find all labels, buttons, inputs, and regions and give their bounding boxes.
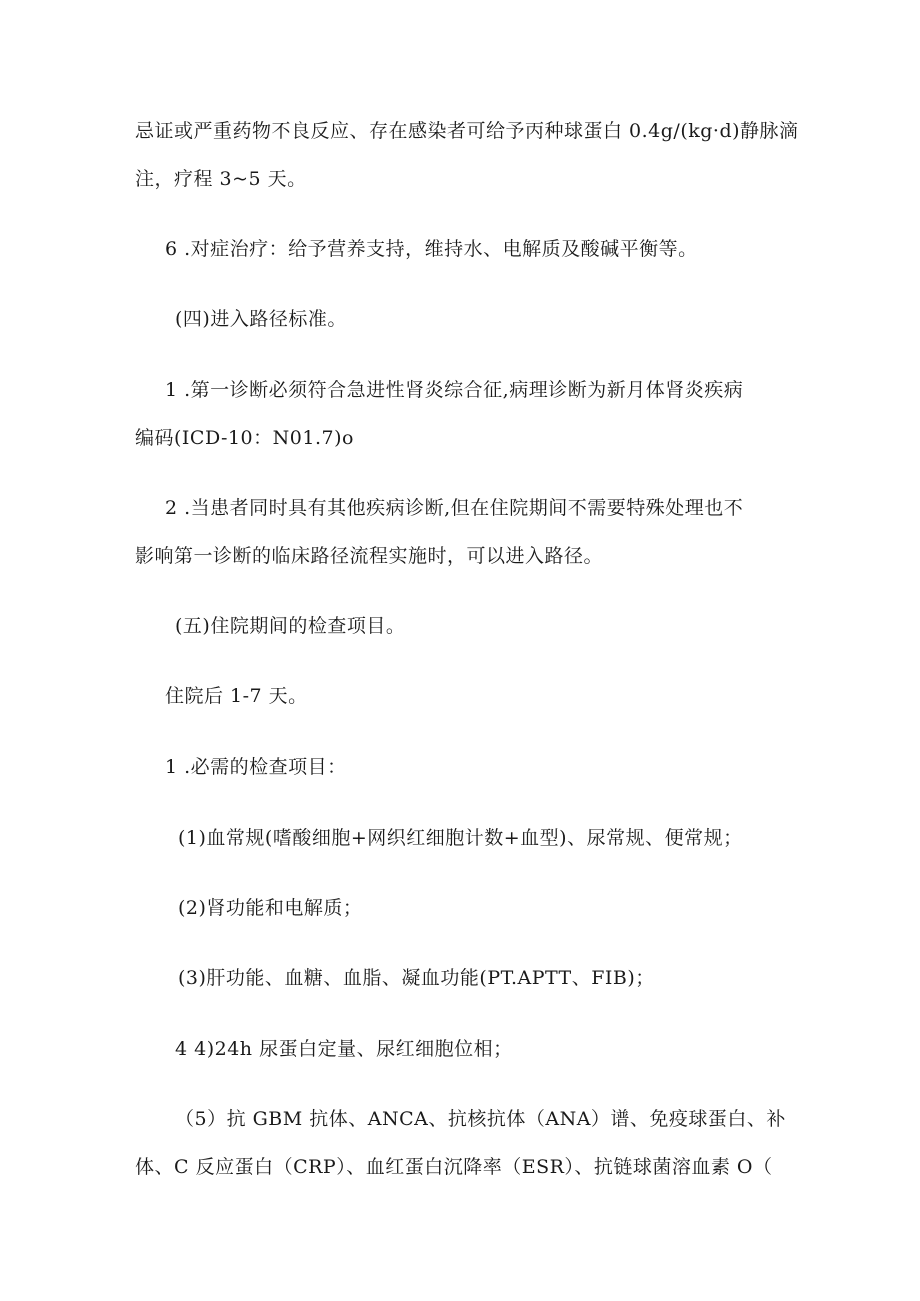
list-item: (1)血常规(嗜酸细胞+网织红细胞计数+血型)、尿常规、便常规； [178, 827, 743, 849]
paragraph-line: 2 .当患者同时具有其他疾病诊断,但在住院期间不需要特殊处理也不 [165, 497, 744, 519]
paragraph-line: 影响第一诊断的临床路径流程实施时，可以进入路径。 [135, 545, 604, 567]
paragraph-line: 6 .对症治疗：给予营养支持，维持水、电解质及酸碱平衡等。 [165, 238, 698, 260]
paragraph-line: 忌证或严重药物不良反应、存在感染者可给予丙种球蛋白 0.4g/(kg·d)静脉滴 [135, 120, 799, 142]
paragraph-line: 编码(ICD-10：N01.7)o [135, 427, 354, 449]
list-item: （5）抗 GBM 抗体、ANCA、抗核抗体（ANA）谱、免疫球蛋白、补 [175, 1108, 786, 1130]
paragraph-line: 注，疗程 3~5 天。 [135, 168, 307, 190]
paragraph-line: 住院后 1-7 天。 [165, 685, 308, 707]
paragraph-line: 1 .第一诊断必须符合急进性肾炎综合征,病理诊断为新月体肾炎疾病 [165, 379, 744, 401]
paragraph-line: 1 .必需的检查项目： [165, 756, 347, 778]
section-heading: (五)住院期间的检查项目。 [175, 615, 406, 637]
section-heading: (四)进入路径标准。 [175, 308, 347, 330]
list-item: (3)肝功能、血糖、血脂、凝血功能(PT.APTT、FIB)； [178, 967, 655, 989]
list-item: (2)肾功能和电解质； [178, 897, 363, 919]
list-item: 4 4)24h 尿蛋白定量、尿红细胞位相； [175, 1038, 513, 1060]
list-item: 体、C 反应蛋白（CRP）、血红蛋白沉降率（ESR）、抗链球菌溶血素 O（ [135, 1156, 773, 1178]
